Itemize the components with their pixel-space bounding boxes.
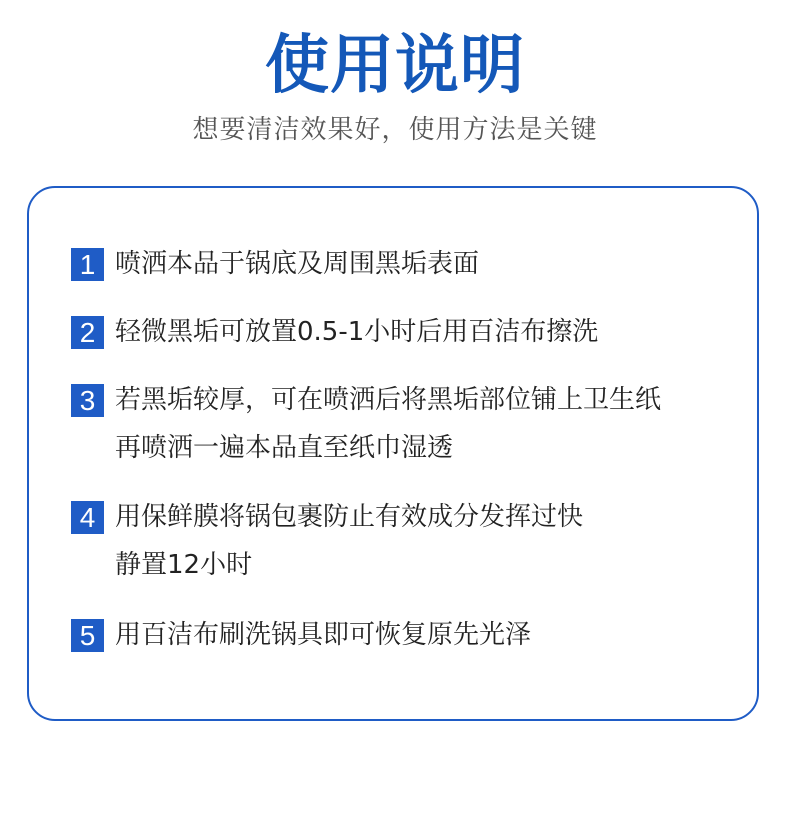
step-number-badge: 4: [71, 501, 104, 534]
step-text: [115, 376, 755, 472]
step-text-line: 用保鲜膜将锅包裹防止有效成分发挥过快: [115, 502, 584, 532]
step-number-badge: 2: [71, 316, 104, 349]
step-text-line: 用百洁布刷洗锅具即可恢复原先光泽: [115, 620, 532, 650]
step-text-line: 若黑垢较厚，可在喷洒后将黑垢部位铺上卫生纸: [115, 385, 662, 415]
step-text: [115, 240, 755, 288]
step-text: [115, 308, 755, 356]
step-text-line: 轻微黑垢可放置0.5-1小时后用百洁布擦洗: [115, 317, 599, 347]
step-text-line: 喷洒本品于锅底及周围黑垢表面: [115, 249, 480, 279]
step-text: [115, 493, 755, 589]
step-number-badge: 3: [71, 384, 104, 417]
page-subtitle: 想要清洁效果好，使用方法是关键: [192, 115, 598, 145]
page-title: 使用说明: [265, 29, 525, 103]
step-number-badge: 5: [71, 619, 104, 652]
step-text-line: 再喷洒一遍本品直至纸巾湿透: [115, 433, 454, 463]
step-text-line: 静置12小时: [115, 550, 253, 580]
step-number-badge: 1: [71, 248, 104, 281]
step-text: [115, 611, 755, 659]
